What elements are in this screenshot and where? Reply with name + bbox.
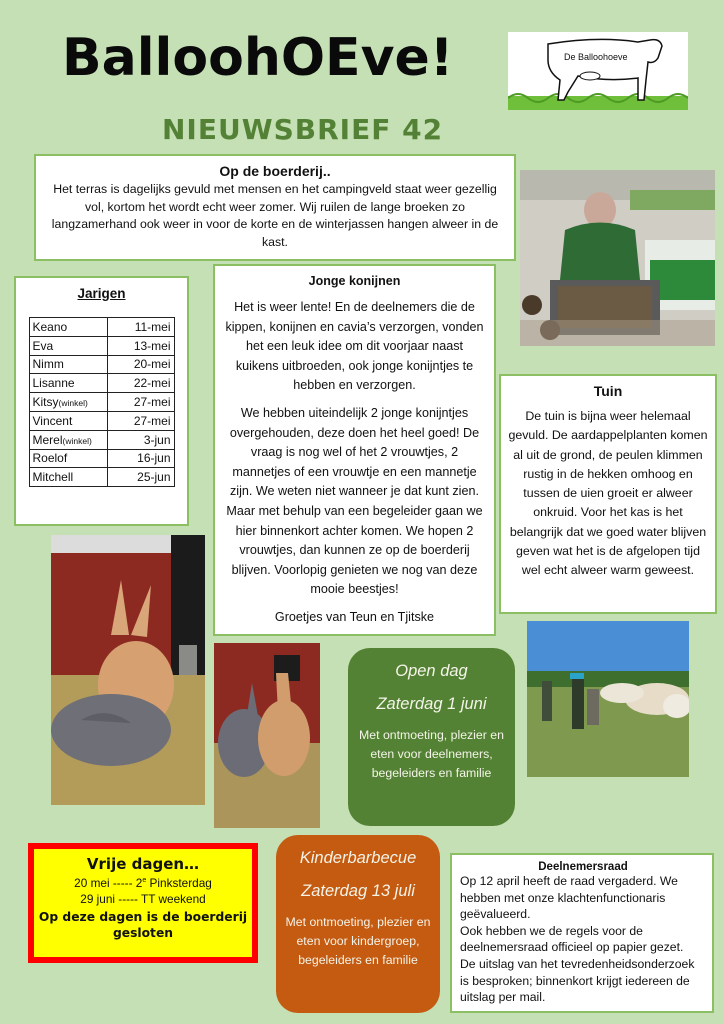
open-day-description: Met ontmoeting, plezier en eten voor deelnemers, begeleiders en familie xyxy=(359,728,504,780)
rabbits-photo-small xyxy=(214,643,320,828)
person-name: Mitchell xyxy=(32,470,74,485)
participants-council-box xyxy=(450,853,714,1013)
person-name: Keano xyxy=(32,319,68,334)
open-day-card xyxy=(348,648,515,826)
farm-news-box xyxy=(34,154,516,261)
rabbits-paragraph-1: Het is weer lente! En de deelnemers die de kippen, konijnen en cavia’s verzorgen, vonden het een leuk idee om dit voorjaar naast kuikens uitbroeden, ook jonge konijntjes te hebben en verzorgen. xyxy=(225,300,484,393)
birthday-row xyxy=(29,393,174,412)
rabbits-paragraph-2: We hebben uiteindelijk 2 jonge konijntjes overgehouden, deze doen het heel goed! De vraag is nog wel of het 2 vrouwtjes, 2 mannetjes of een vrouwtje en een mannetje zijn. We weten niet wanneer je dat kunt zien. Maar met behulp van een begeleider gaan we hier binnenkort achter komen. We hopen 2 vrouwtjes, dan kunnen ze op de boerderij blijven. Voorlopig genieten we nog van deze mooie beestjes! xyxy=(226,405,483,597)
birthday-date: 22-mei xyxy=(107,374,174,393)
birthday-name xyxy=(29,468,107,487)
farm-news-text: Het terras is dagelijks gevuld met mensen en het campingveld staat weer gezellig vol, kortom het wordt echt weer zomer. Wij ruilen de lange broeken zo langzamerhand ook weer in voor de korte en de winterjassen hangen alweer in de kast. xyxy=(51,182,499,249)
birthdays-title: Jarigen xyxy=(77,286,126,301)
birthday-name xyxy=(29,430,107,449)
logo-text: De Balloohoeve xyxy=(564,52,628,62)
birthday-name xyxy=(29,393,107,412)
birthday-date: 16-jun xyxy=(107,449,174,468)
rabbits-photo-large xyxy=(51,535,205,805)
birthday-row xyxy=(29,468,174,487)
rabbits-article xyxy=(213,264,496,636)
person-note: (winkel) xyxy=(62,435,92,446)
kids-bbq-title: Kinderbarbecue xyxy=(299,849,417,867)
kids-bbq-card xyxy=(276,835,440,1013)
open-day-title: Open dag xyxy=(395,662,468,680)
days-off-line-2: 29 juni ----- TT weekend xyxy=(80,892,206,907)
birthday-name xyxy=(29,355,107,374)
days-off-notice xyxy=(28,843,258,963)
person-note: (winkel) xyxy=(58,398,88,409)
birthdays-table xyxy=(29,317,175,487)
birthday-date: 13-mei xyxy=(107,336,174,355)
birthday-date: 27-mei xyxy=(107,393,174,412)
open-day-date: Zaterdag 1 juni xyxy=(376,695,487,713)
birthday-row xyxy=(29,318,174,337)
birthday-row xyxy=(29,430,174,449)
garden-article xyxy=(499,374,717,614)
garden-text: De tuin is bijna weer helemaal gevuld. De aardappelplanten komen al uit de grond, de peulen klimmen rustig in de hekken omhoog en tussen de uien groeit er alweer onkruid. Voor het kas is het belangrijk dat we goed water blijven geven wat het is de afgelopen tijd wel echt alweer warm geweest. xyxy=(508,409,708,578)
birthday-date: 27-mei xyxy=(107,411,174,430)
birthday-date: 20-mei xyxy=(107,355,174,374)
birthdays-box xyxy=(14,276,189,526)
newsletter-subtitle: NIEUWSBRIEF 42 xyxy=(162,113,444,146)
birthday-name xyxy=(29,318,107,337)
garden-title: Tuin xyxy=(593,383,623,399)
rabbits-signature: Groetjes van Teun en Tjitske xyxy=(274,609,435,624)
council-text-2: Ook hebben we de regels voor de deelnemersraad officieel op papier gezet. xyxy=(460,923,684,955)
person-name: Merel xyxy=(32,432,63,447)
rabbits-title: Jonge konijnen xyxy=(308,274,401,288)
cows-photo xyxy=(527,621,689,777)
council-text-3: De uitslag van het tevredenheidsonderzoek is besproken; binnenkort krijgt iedereen de uitslag per mail. xyxy=(460,956,695,1005)
birthday-name xyxy=(29,449,107,468)
cow-logo-icon xyxy=(508,32,688,110)
garden-photo xyxy=(520,170,715,346)
birthday-date: 11-mei xyxy=(107,318,174,337)
ordinal-suffix: e xyxy=(142,877,147,884)
person-name: Kitsy xyxy=(32,395,59,410)
days-off-event-1: Pinksterdag xyxy=(146,875,212,890)
person-name: Lisanne xyxy=(32,376,75,391)
birthday-name xyxy=(29,336,107,355)
birthday-date: 25-jun xyxy=(107,468,174,487)
days-off-date-1: 20 mei ----- 2 xyxy=(74,875,143,890)
person-name: Eva xyxy=(32,338,54,353)
person-name: Vincent xyxy=(32,413,73,428)
birthday-row xyxy=(29,449,174,468)
days-off-note: Op deze dagen is de boerderij gesloten xyxy=(38,909,248,940)
kids-bbq-description: Met ontmoeting, plezier en eten voor kindergroep, begeleiders en familie xyxy=(285,915,431,967)
kids-bbq-date: Zaterdag 13 juli xyxy=(301,882,415,900)
birthday-row xyxy=(29,336,174,355)
birthday-row xyxy=(29,374,174,393)
logo xyxy=(508,32,688,110)
council-title: Deelnemersraad xyxy=(538,861,628,873)
birthday-date: 3-jun xyxy=(107,430,174,449)
person-name: Nimm xyxy=(32,357,64,372)
birthday-name xyxy=(29,374,107,393)
person-name: Roelof xyxy=(32,451,68,466)
days-off-line-1 xyxy=(34,873,252,891)
days-off-title: Vrije dagen… xyxy=(86,855,200,873)
birthday-row xyxy=(29,355,174,374)
birthday-row xyxy=(29,411,174,430)
farm-news-title: Op de boerderij.. xyxy=(219,163,331,179)
council-text-1: Op 12 april heeft de raad vergaderd. We hebben met onze klachtenfunctionaris geëvalueerd. xyxy=(460,874,678,922)
newsletter-title: BalloohOEve! xyxy=(62,28,454,88)
birthday-name xyxy=(29,411,107,430)
